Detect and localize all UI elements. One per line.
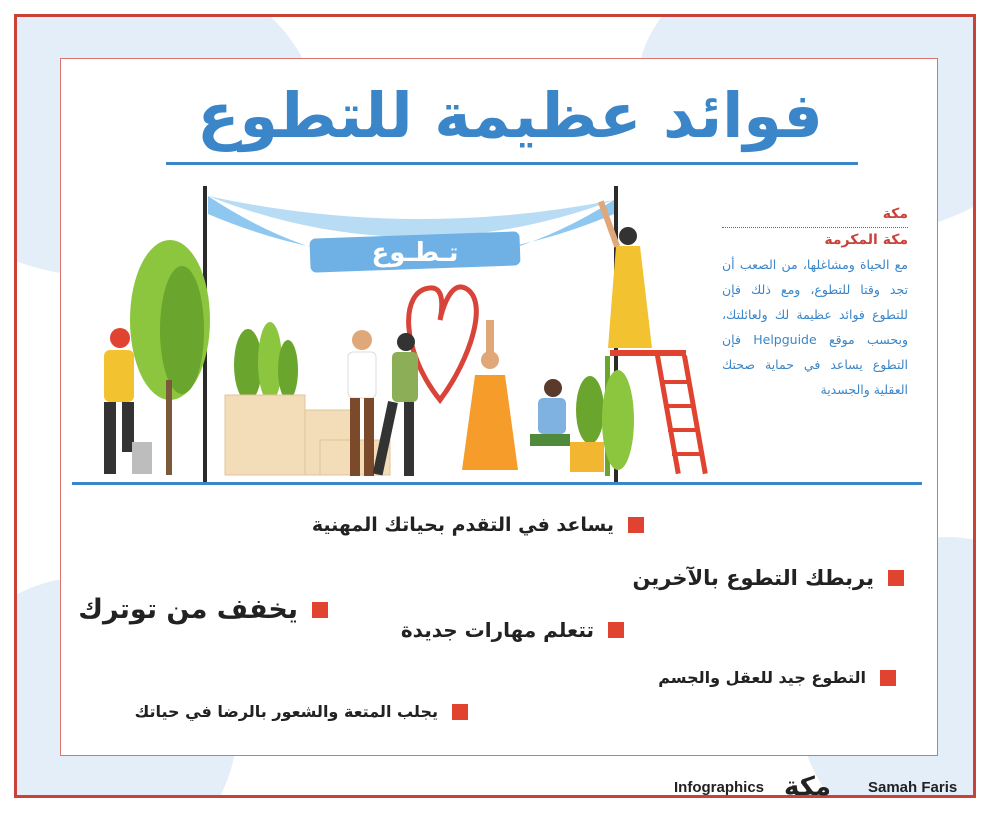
page-title: فوائد عظيمة للتطوع — [197, 79, 823, 152]
benefit-text: التطوع جيد للعقل والجسم — [658, 668, 866, 687]
benefit-text: يخفف من توترك — [78, 594, 298, 625]
box — [225, 395, 305, 475]
bullet-square-icon — [888, 570, 904, 586]
title-underline — [166, 162, 858, 165]
benefit-item — [633, 566, 904, 590]
person — [110, 328, 130, 348]
benefit-item — [658, 668, 896, 687]
person — [619, 227, 637, 245]
plant — [234, 329, 262, 401]
source-label: مكة — [882, 206, 908, 222]
plant — [576, 376, 604, 444]
plant — [602, 370, 634, 470]
bullet-square-icon — [312, 602, 328, 618]
bullet-square-icon — [628, 517, 644, 533]
ladder — [610, 350, 686, 356]
benefit-text: يربطك التطوع بالآخرين — [632, 566, 874, 590]
bullet-square-icon — [452, 704, 468, 720]
benefit-item — [401, 618, 624, 642]
intro-box — [722, 206, 908, 402]
person — [352, 330, 372, 350]
benefit-text: تتعلم مهارات جديدة — [400, 618, 594, 642]
bullet-square-icon — [608, 622, 624, 638]
benefit-item — [78, 594, 328, 625]
heart-icon — [409, 287, 477, 400]
footer-label: Infographics — [674, 778, 765, 796]
intro-text: مع الحياة ومشاغلها، من الصعب أن تجد وقتا للتطوع، ومع ذلك فإن للتطوع فوائد عظيمة لك ولعائلتك، وبحسب موقع Helpguide فإن التطوع يساعد في حماية صحتك العقلية والجسدية — [722, 257, 908, 397]
footer-author: Samah Faris — [868, 778, 958, 796]
person — [544, 379, 562, 397]
dotted-divider — [722, 227, 908, 228]
banner-text: تـطـوع — [371, 238, 459, 268]
benefit-text: يساعد في التقدم بحياتك المهنية — [311, 514, 614, 536]
footer-logo: مكة — [784, 772, 831, 802]
person — [397, 333, 415, 351]
benefit-item — [135, 702, 468, 721]
location-label: مكة المكرمة — [824, 232, 908, 248]
benefit-text: يجلب المتعة والشعور بالرضا في حياتك — [134, 702, 438, 721]
benefit-item — [312, 514, 644, 536]
bullet-square-icon — [880, 670, 896, 686]
ground-line — [72, 482, 922, 485]
